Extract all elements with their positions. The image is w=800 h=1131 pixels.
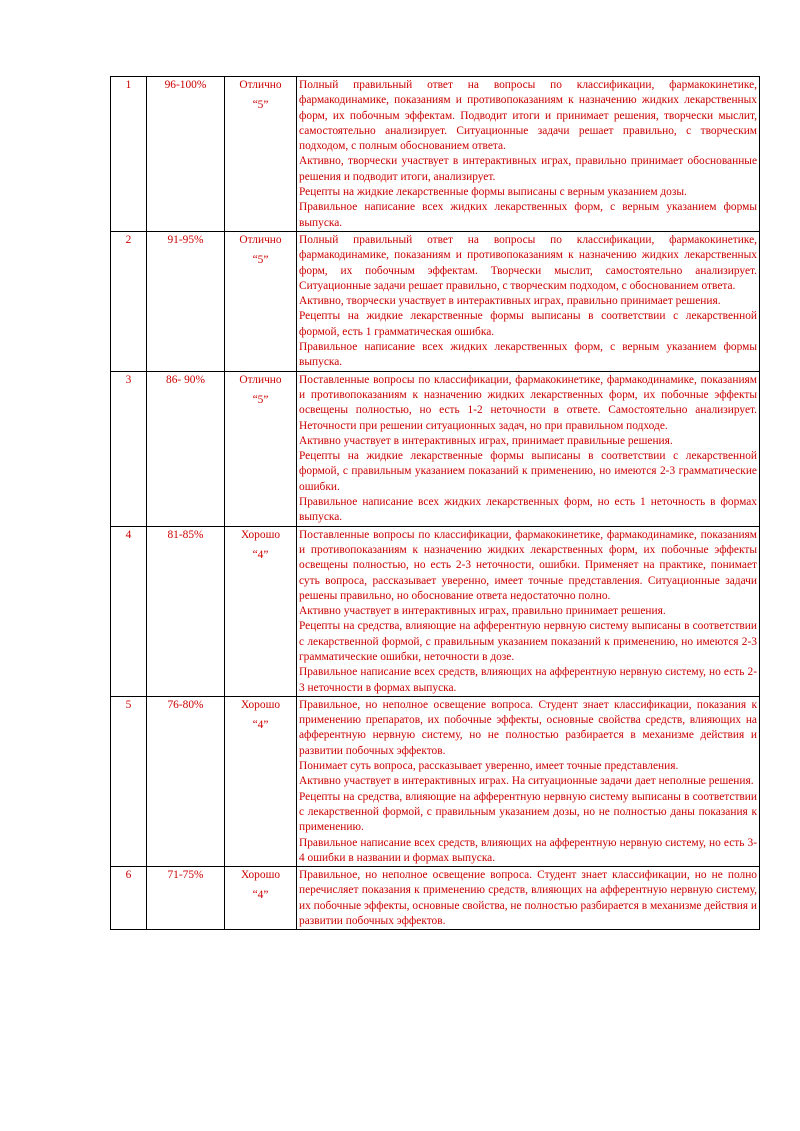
grade-mark: “4” (252, 719, 269, 732)
row-number: 5 (111, 696, 147, 866)
criteria-paragraph: Рецепты на средства, влияющие на афферентную нервную систему выписаны в соответствии с лекарственной формой, с правильным указанием дозы, но не полностью даны показания к применению. (299, 790, 757, 834)
criteria-paragraph: Понимает суть вопроса, рассказывает уверенно, имеет точные представления. (299, 760, 679, 773)
row-number: 6 (111, 867, 147, 930)
criteria-paragraph: Полный правильный ответ на вопросы по классификации, фармакокинетике, фармакодинамике, показаниям и противопоказаниям к назначению жидких лекарственных форм, их побочным эффектам. Подводит итоги и принимает решения, творчески мыслит, самостоятельно анализирует. Ситуационные задачи решает правильно, с творческим подходом, с полным обоснованием ответа. (299, 79, 757, 153)
criteria-paragraph: Правильное написание всех жидких лекарственных форм, с верным указанием формы выпуска. (299, 341, 757, 369)
percent-range: 91-95% (147, 231, 225, 371)
criteria-paragraph: Правильное написание всех жидких лекарственных форм, с верным указанием формы выпуска. (299, 201, 757, 229)
grade-mark: “5” (252, 254, 269, 267)
criteria-paragraph: Активно участвует в интерактивных играх, правильно принимает решения. (299, 605, 666, 618)
grade-cell (225, 77, 297, 232)
criteria-paragraph: Активно участвует в интерактивных играх, принимает правильные решения. (299, 434, 673, 447)
grade-cell (225, 371, 297, 526)
criteria-paragraph: Правильное написание всех жидких лекарственных форм, но есть 1 неточность в формах выпуска. (299, 496, 757, 524)
grade-cell (225, 526, 297, 696)
grade-word: Хорошо (240, 528, 281, 541)
row-number: 1 (111, 77, 147, 232)
table-row (111, 526, 760, 696)
criteria-paragraph: Активно, творчески участвует в интерактивных играх, правильно принимает решения. (299, 295, 721, 308)
criteria-paragraph: Рецепты на жидкие лекарственные формы выписаны в соответствии с лекарственной формой, с правильным указанием показаний к применению, но имеются 2-3 грамматические ошибки. (299, 450, 757, 493)
percent-range: 76-80% (147, 696, 225, 866)
grade-word: Хорошо (240, 698, 281, 711)
grading-criteria-table (110, 76, 760, 930)
criteria-description (297, 526, 760, 696)
criteria-paragraph: Правильное, но неполное освещение вопроса. Студент знает классификации, показания к применению препаратов, их побочные эффекты, основные свойства средств, влияющих на афферентную нервную систему, но не полностью разбирается в механизме действия и развитии побочных эффектов. (299, 698, 757, 757)
grade-mark: “5” (252, 393, 269, 406)
criteria-paragraph: Правильное написание всех средств, влияющих на афферентную нервную систему, но есть 2-3 неточности в формах выпуска. (299, 666, 757, 694)
grade-mark: “4” (252, 548, 269, 561)
criteria-paragraph: Поставленные вопросы по классификации, фармакокинетике, фармакодинамике, показаниям и противопоказаниям к назначению жидких лекарственных форм, их побочные эффекты освещены полностью, но есть 2-3 неточности, ошибки. Применяет на практике, понимает суть вопроса, рассказывает уверенно, имеет точные представления. Ситуационные задачи решены правильно, но обоснование ответа недостаточно полно. (299, 528, 757, 602)
criteria-description (297, 696, 760, 866)
percent-range: 86- 90% (147, 371, 225, 526)
grade-word: Отлично (239, 79, 282, 91)
criteria-paragraph: Активно участвует в интерактивных играх. На ситуационные задачи дает неполные решения. (299, 775, 754, 788)
grade-word: Отлично (239, 373, 282, 386)
table-body (111, 77, 760, 930)
row-number: 2 (111, 231, 147, 371)
grading-criteria-page (110, 76, 759, 930)
table-row (111, 77, 760, 232)
row-number: 4 (111, 526, 147, 696)
criteria-paragraph: Полный правильный ответ на вопросы по классификации, фармакокинетике, фармакодинамике, показаниям и противопоказаниям к назначению жидких лекарственных форм, их побочным эффектам. Творчески мыслит, самостоятельно анализирует. Ситуационные задачи решает правильно, с творческим подходом, с обоснованием ответа. (299, 233, 757, 292)
criteria-paragraph: Рецепты на жидкие лекарственные формы выписаны с верным указанием дозы. (299, 186, 687, 199)
row-number: 3 (111, 371, 147, 526)
criteria-paragraph: Правильное, но неполное освещение вопроса. Студент знает классификации, но не полно перечисляет показания к применению средств, влияющих на афферентную нервную систему, их побочные эффекты, основные свойства, не полностью разбирается в механизме действия и развитии побочных эффектов. (299, 869, 757, 928)
criteria-description (297, 867, 760, 930)
grade-mark: “4” (252, 889, 269, 902)
criteria-paragraph: Правильное написание всех средств, влияющих на афферентную нервную систему, но есть 3-4 ошибки в названии и формах выпуска. (299, 836, 757, 864)
grade-cell (225, 231, 297, 371)
criteria-description (297, 77, 760, 232)
grade-cell (225, 867, 297, 930)
table-row (111, 371, 760, 526)
percent-range: 71-75% (147, 867, 225, 930)
table-row (111, 867, 760, 930)
grade-mark: “5” (252, 99, 269, 112)
criteria-paragraph: Активно, творчески участвует в интерактивных играх, правильно принимает обоснованные решения и подводит итоги, анализирует. (299, 155, 757, 183)
table-row (111, 696, 760, 866)
percent-range: 81-85% (147, 526, 225, 696)
percent-range: 96-100% (147, 77, 225, 232)
grade-cell (225, 696, 297, 866)
criteria-paragraph: Поставленные вопросы по классификации, фармакокинетике, фармакодинамике, показаниям и противопоказаниям к назначению жидких лекарственных форм, их побочные эффекты освещены полностью, но есть 1-2 неточности в ответе. Самостоятельно анализирует. Неточности при решении ситуационных задач, но при правильном подходе. (299, 373, 757, 432)
grade-word: Отлично (239, 233, 282, 246)
criteria-paragraph: Рецепты на жидкие лекарственные формы выписаны в соответствии с лекарственной формой, есть 1 грамматическая ошибка. (299, 310, 757, 338)
criteria-paragraph: Рецепты на средства, влияющие на афферентную нервную систему выписаны в соответствии с лекарственной формой, с правильным указанием показаний к применению, но имеются 2-3 грамматические ошибки, неточности в дозе. (299, 620, 757, 663)
criteria-description (297, 231, 760, 371)
criteria-description (297, 371, 760, 526)
table-row (111, 231, 760, 371)
grade-word: Хорошо (240, 869, 281, 882)
